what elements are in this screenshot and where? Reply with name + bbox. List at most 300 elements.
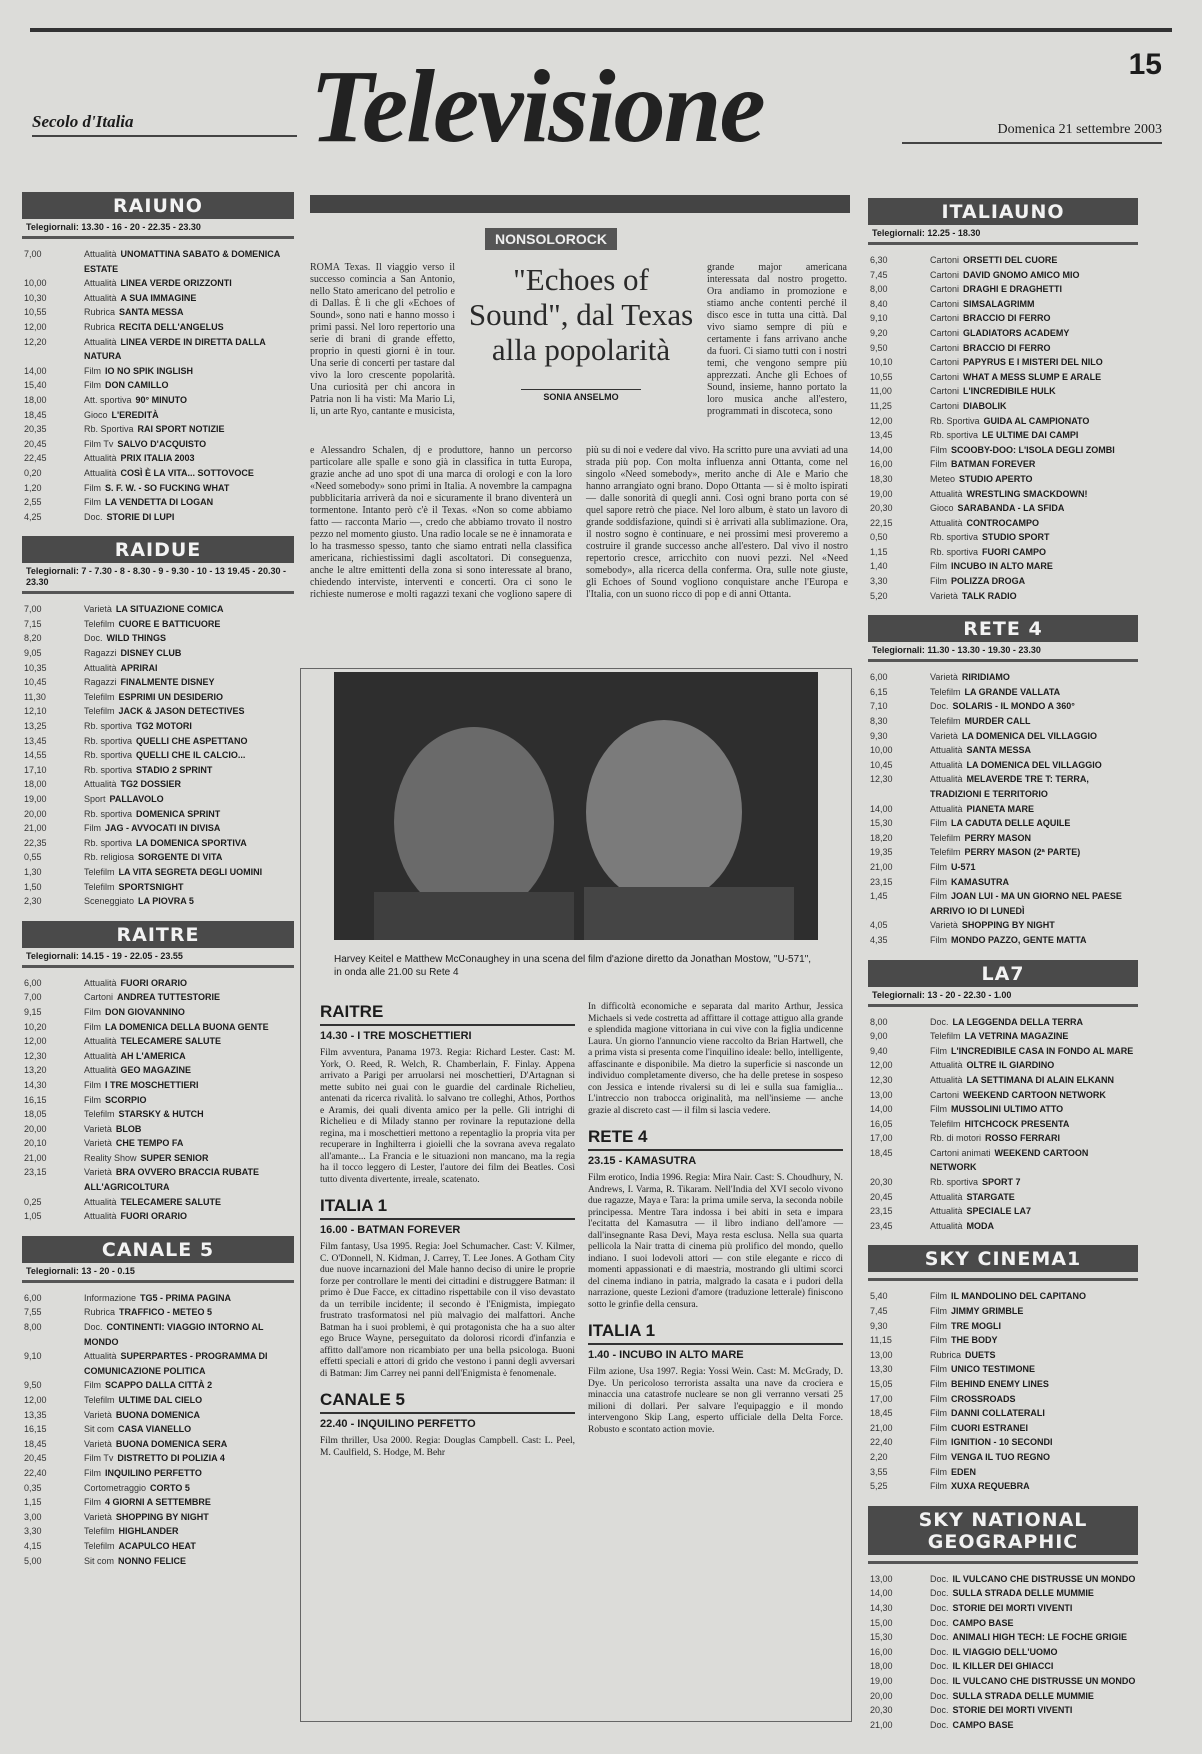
program-row — [870, 1117, 1136, 1132]
program-row — [24, 1049, 292, 1064]
program-time: 21,00 — [24, 823, 47, 834]
program-time: 16,00 — [870, 1646, 893, 1657]
program-info — [930, 1058, 1054, 1073]
program-genre: Film — [930, 1451, 947, 1462]
program-row — [24, 1005, 292, 1020]
program-info — [84, 880, 184, 895]
program-title: SPECIALE LA7 — [966, 1206, 1032, 1217]
program-row — [24, 1393, 292, 1408]
program-row — [24, 1422, 292, 1437]
program-title: DAVID GNOMO AMICO MIO — [963, 269, 1080, 280]
listing-text: Film fantasy, Usa 1995. Regia: Joel Schumacher. Cast: V. Kilmer, C. O'Donnell, N. Kidman, J. Carrey, T. Lee Jones. A Gotham City due nuove incarnazioni del Male hanno deciso di unire le proprie forze per controllare le menti dei cittadini e distruggere Batman: il primo è Due Facce, ex cittadino rispettabile con il viso devastato da un terribile incidente; il secondo è l'Enigmista, impiegato frustrato trasformatosi nel più malvagio dei malfattori. Anche Batman ha i suoi problemi, è qui protagonista che ha a suo alter ego Bruce Wayne, perseguitato da dolorosi ricordi d'infanzia e affitto dall'amore non ricambiato per una bella psicologa. Buoni effetti speciali e attori di grido che vestono i panni degli avversari di Batman: Jim Carrey nei panni dell'Enigmista è fenomenale. — [320, 1242, 575, 1379]
program-genre: Rb. sportiva — [84, 721, 133, 732]
program-info — [84, 1093, 147, 1108]
program-genre: Rb. sportiva — [930, 546, 979, 557]
program-row — [870, 802, 1136, 817]
program-row — [870, 1333, 1136, 1348]
program-time: 20,30 — [870, 503, 893, 514]
program-info — [84, 1078, 199, 1093]
program-title: OLTRE IL GIARDINO — [966, 1060, 1055, 1071]
program-title: SCAPPO DALLA CITTÀ 2 — [105, 1380, 213, 1391]
program-time: 20,30 — [870, 1705, 893, 1716]
program-info — [930, 1630, 1127, 1645]
program-info — [930, 714, 1031, 729]
program-row — [870, 1674, 1136, 1689]
program-genre: Telefilm — [84, 1395, 115, 1405]
program-title: IL VIAGGIO DELL'UOMO — [952, 1646, 1058, 1657]
program-title: MURDER CALL — [964, 716, 1031, 727]
program-info — [930, 530, 1050, 545]
program-time: 15,05 — [870, 1379, 893, 1389]
channel-name: SKY NATIONAL GEOGRAPHIC — [868, 1506, 1138, 1555]
program-info — [930, 589, 1017, 604]
program-row — [24, 378, 292, 393]
program-row — [24, 646, 292, 661]
program-genre: Rb. sportiva — [930, 532, 979, 543]
program-row — [24, 466, 292, 481]
program-time: 3,55 — [870, 1466, 888, 1477]
program-genre: Cartoni — [930, 357, 960, 368]
program-row — [870, 1304, 1136, 1319]
program-row — [24, 1554, 292, 1569]
program-title: LA VITA SEGRETA DEGLI UOMINI — [118, 866, 263, 877]
program-genre: Film — [930, 1422, 947, 1433]
program-info — [930, 1572, 1135, 1587]
program-genre: Varietà — [930, 672, 958, 683]
masthead — [0, 0, 1202, 200]
program-row — [24, 748, 292, 763]
program-row — [870, 1586, 1136, 1601]
program-genre: Film — [930, 1364, 947, 1375]
program-title: SULLA STRADA DELLE MUMMIE — [952, 1690, 1094, 1701]
program-genre: Film — [930, 891, 947, 902]
program-list — [868, 253, 1138, 603]
program-row — [24, 393, 292, 408]
program-row — [24, 1378, 292, 1393]
program-row — [24, 1093, 292, 1108]
program-genre: Doc. — [930, 1661, 949, 1672]
program-time: 13,20 — [24, 1065, 47, 1076]
program-title: SORGENTE DI VITA — [138, 852, 223, 863]
program-genre: Rb. di motori — [930, 1133, 982, 1144]
program-time: 9,10 — [870, 313, 888, 324]
program-title: WILD THINGS — [106, 633, 167, 644]
program-info — [930, 414, 1089, 429]
program-time: 0,55 — [24, 852, 42, 863]
program-time: 8,00 — [24, 1322, 42, 1333]
program-title: PIANETA MARE — [966, 803, 1035, 814]
program-row — [24, 1122, 292, 1137]
program-title: 4 GIORNI A SETTEMBRE — [105, 1497, 211, 1508]
program-title: STORIE DEI MORTI VIVENTI — [952, 1602, 1073, 1613]
program-genre: Varietà — [84, 604, 112, 615]
program-row — [870, 1146, 1136, 1175]
program-title: COSÌ È LA VITA... SOTTOVOCE — [120, 467, 254, 478]
program-info — [930, 545, 1046, 560]
program-info — [84, 393, 187, 408]
program-title: LINEA VERDE ORIZZONTI — [120, 278, 232, 289]
program-info — [84, 763, 212, 778]
program-row — [870, 355, 1136, 370]
program-title: MUSSOLINI ULTIMO ATTO — [951, 1104, 1064, 1115]
program-genre: Varietà — [84, 1167, 112, 1178]
program-info — [930, 1406, 1045, 1421]
program-genre: Doc. — [930, 1588, 949, 1599]
program-row — [870, 1421, 1136, 1436]
program-row — [24, 247, 292, 276]
program-genre: Film — [930, 1335, 947, 1346]
program-row — [24, 1408, 292, 1423]
program-info — [84, 661, 158, 676]
program-title: JAG - AVVOCATI IN DIVISA — [105, 823, 221, 834]
program-time: 14,00 — [870, 803, 893, 814]
program-time: 12,30 — [870, 774, 893, 785]
program-time: 7,55 — [24, 1307, 42, 1318]
listing-channel: RETE 4 — [588, 1127, 843, 1151]
program-title: PAPYRUS E I MISTERI DEL NILO — [963, 357, 1103, 368]
program-genre: Cartoni — [930, 400, 960, 411]
divider — [902, 142, 1162, 144]
program-time: 21,00 — [870, 861, 893, 872]
program-title: STADIO 2 SPRINT — [136, 764, 213, 775]
program-genre: Film — [930, 561, 947, 572]
program-title: TALK RADIO — [961, 590, 1017, 601]
program-time: 0,35 — [24, 1482, 42, 1493]
program-time: 10,30 — [24, 292, 47, 303]
program-row — [870, 670, 1136, 685]
program-genre: Film — [84, 823, 101, 834]
program-time: 12,30 — [24, 1050, 47, 1061]
program-time: 15,00 — [870, 1617, 893, 1628]
top-rule — [30, 28, 1172, 32]
program-time: 13,45 — [24, 735, 47, 746]
program-info — [84, 291, 196, 306]
divider — [868, 1555, 1138, 1564]
program-info — [930, 816, 1070, 831]
program-info — [930, 311, 1051, 326]
program-info — [930, 1616, 1014, 1631]
program-title: UNOMATTINA SABATO & DOMENICA ESTATE — [84, 249, 280, 274]
program-info — [84, 320, 224, 335]
program-title: CONTINENTI: VIAGGIO INTORNO AL MONDO — [84, 1322, 264, 1347]
program-row — [24, 850, 292, 865]
program-row — [870, 918, 1136, 933]
program-info — [84, 335, 292, 364]
program-time: 10,00 — [870, 745, 893, 756]
program-time: 7,45 — [870, 269, 888, 280]
program-title: STARSKY & HUTCH — [118, 1109, 204, 1120]
program-row — [870, 253, 1136, 268]
program-row — [24, 602, 292, 617]
program-row — [870, 860, 1136, 875]
program-title: LA DOMENICA SPORTIVA — [136, 837, 247, 848]
program-title: SCORPIO — [105, 1094, 147, 1105]
program-title: PERRY MASON (2ª PARTE) — [964, 847, 1081, 858]
program-info — [930, 574, 1025, 589]
program-time: 8,30 — [870, 716, 888, 727]
program-time: 18,20 — [870, 832, 893, 843]
program-genre: Varietà — [84, 1438, 112, 1449]
program-time: 19,35 — [870, 847, 893, 858]
program-info — [930, 428, 1078, 443]
program-genre: Varietà — [84, 1409, 112, 1420]
program-time: 14,00 — [870, 1104, 893, 1115]
program-genre: Film — [930, 1379, 947, 1389]
program-row — [24, 1063, 292, 1078]
program-title: ORSETTI DEL CUORE — [963, 255, 1058, 265]
program-title: L'INCREDIBILE CASA IN FONDO AL MARE — [951, 1045, 1134, 1056]
channel-name: SKY CINEMA1 — [868, 1245, 1138, 1272]
program-info — [84, 1005, 185, 1020]
news-times: Telegiornali: 7 - 7.30 - 8 - 8.30 - 9 - 9.30 - 10 - 13 19.45 - 20.30 - 23.30 — [22, 563, 294, 594]
program-time: 22,45 — [24, 453, 47, 464]
program-info — [930, 1029, 1068, 1044]
program-row — [24, 437, 292, 452]
program-row — [24, 510, 292, 525]
program-time: 21,00 — [24, 1152, 47, 1163]
program-title: WEEKEND CARTOON NETWORK — [930, 1147, 1089, 1173]
program-info — [930, 1435, 1053, 1450]
program-title: JACK & JASON DETECTIVES — [118, 706, 245, 717]
program-row — [24, 836, 292, 851]
program-time: 14,30 — [870, 1602, 893, 1613]
program-info — [930, 399, 1007, 414]
program-title: LA SITUAZIONE COMICA — [115, 604, 224, 615]
program-row — [24, 763, 292, 778]
program-genre: Doc. — [84, 633, 103, 644]
program-genre: Cartoni — [930, 342, 960, 353]
program-time: 18,45 — [870, 1408, 893, 1419]
program-title: TRE MOGLI — [951, 1320, 1001, 1331]
program-row — [870, 1659, 1136, 1674]
program-genre: Film — [930, 1408, 947, 1419]
program-title: LA DOMENICA DELLA BUONA GENTE — [105, 1021, 269, 1032]
program-time: 18,05 — [24, 1109, 47, 1120]
article-column-3: grande major americana interessata dal nostro progetto. Ora andiamo in promozione e stiamo anche contenti perché il disco esce in tutta una città. Dal vivo siamo sempre di più e certamente i fans arrivano anche da fuori. Ci siamo tutti con i nostri temi, che vengono sempre più apprezzati. Anche gli Echoes of Sound, insieme, hanno portato la loro musica anche all'estero, programmati in discoteca, sono — [707, 262, 847, 417]
program-time: 13,00 — [870, 1349, 893, 1360]
program-time: 13,45 — [870, 430, 893, 441]
program-genre: Film — [84, 1467, 101, 1478]
program-time: 15,40 — [24, 380, 47, 391]
program-info — [930, 729, 1097, 744]
program-time: 20,45 — [870, 1191, 893, 1202]
program-title: S. F. W. - SO FUCKING WHAT — [105, 482, 230, 493]
program-list — [22, 602, 294, 908]
program-title: SHOPPING BY NIGHT — [961, 920, 1055, 931]
program-row — [870, 443, 1136, 458]
program-info — [84, 1554, 186, 1569]
article-body: e Alessandro Schalen, dj e produttore, hanno un percorso particolare alle spalle e sono già in classifica in tutta Europa, grazie anche ad uno spot di una marca di orologi e con la loro «Need somebody» sono primi in Italia. A novembre la campagna pubblicitaria arriverà da noi e sicuramente il brano diventerà un tormentone. Intanto però c'è il Texas. «Non so come abbiamo fatto — racconta Mario —, credo che abbiamo trovato il nostro pezzo nel momento giusto. Una radio locale se ne è innamorata e lo ha trasmesso spesso, tanto che siamo entrati nella classifica americana, richiestissimi dagli ascoltatori. Di conseguenza, anche le altre emittenti della zona si sono interessate al brano, chiedendo interviste, interventi e concerti. Ora ci sono le richieste numerose e molti ragazzi texani che vogliono sapere di più su di noi e vedere dal vivo. Ha scritto pure una avviati ad una strada più pop. Con molta influenza anni Ottanta, come nel singolo «Need somebody», merito anche di Ale e Mario che hanno arrangiato ogni brano. Dopo Ottanta — si è molto ispirati — dalle sonorità di quegli anni. Così ogni brano porta con sé quel sapore retrò che piace. Nel loro album, è stato un lavoro di grande soddisfazione, quindi si è arrivati alla sublimazione. Ora, il nostro sogno è continuare, e nei prossimi mesi proveremo a costruire il grande successo anche all'estero. Dal vivo il nostro repertorio cresce, arricchito con nuovi pezzi. Nel «Need somebody», alla ricerca della conferma. Ora, sulle note giuste, gli Echoes of Sound vogliono conquistare anche l'Europa e l'Italia, con un suono ricco di pop e di anni Ottanta. — [310, 445, 848, 600]
program-time: 4,15 — [24, 1540, 42, 1551]
program-genre: Ragazzi — [84, 648, 117, 659]
program-info — [930, 268, 1080, 283]
program-info — [930, 1304, 1023, 1319]
program-list — [22, 976, 294, 1224]
listing-text: In difficoltà economiche e separata dal marito Arthur, Jessica Michaels si vede costretta ad affittare il cottage attiguo alla grande e splendida magione vittoriana in cui vive con la figlia undicenne Laura. Un giorno l'annuncio viene raccolto da Brian Hartwell, che a prima vista si presenta come l'inquilino ideale: bello, intelligente, affascinante e disponibile. Ma dietro la superficie si nasconde un individuo completamente diverso, che ha delle pretese in sospeso con Jessica e intende rivalersi su di lei e sulla sua famiglia... L'intreccio non trabocca originalità, ma nell'insieme — anche grazie al discreto cast — il film si lascia vedere. — [588, 1002, 843, 1116]
program-time: 0,50 — [870, 532, 888, 543]
program-time: 19,00 — [24, 794, 47, 804]
program-title: FINALMENTE DISNEY — [120, 677, 215, 688]
program-time: 18,45 — [870, 1147, 893, 1158]
program-info — [84, 276, 232, 291]
program-time: 23,45 — [870, 1220, 893, 1231]
program-info — [930, 860, 976, 875]
program-time: 16,00 — [870, 459, 893, 470]
program-info — [930, 1362, 1035, 1377]
program-title: LA VETRINA MAGAZINE — [964, 1031, 1069, 1042]
program-row — [24, 865, 292, 880]
program-title: DISNEY CLUB — [120, 648, 182, 659]
program-title: JIMMY GRIMBLE — [951, 1306, 1024, 1317]
program-title: SANTA MESSA — [966, 745, 1032, 756]
program-time: 10,55 — [870, 371, 893, 382]
program-genre: Attualità — [930, 759, 963, 770]
program-time: 3,30 — [870, 576, 888, 587]
program-title: IL VULCANO CHE DISTRUSSE UN MONDO — [952, 1675, 1136, 1686]
program-title: LA VENDETTA DI LOGAN — [105, 497, 214, 508]
program-info — [84, 719, 192, 734]
program-title: DON GIOVANNINO — [105, 1006, 185, 1017]
program-title: SUPER SENIOR — [140, 1152, 209, 1163]
film-listings-left — [320, 1002, 575, 1469]
program-title: CONTROCAMPO — [966, 517, 1040, 528]
program-row — [870, 1616, 1136, 1631]
program-time: 2,30 — [24, 896, 42, 907]
program-info — [930, 1601, 1072, 1616]
program-genre: Telefilm — [84, 618, 115, 629]
program-time: 16,05 — [870, 1118, 893, 1129]
program-row — [870, 457, 1136, 472]
program-title: LA DOMENICA DEL VILLAGGIO — [966, 759, 1102, 770]
program-genre: Att. sportiva — [84, 394, 132, 405]
program-genre: Telefilm — [84, 881, 115, 892]
program-info — [930, 1348, 996, 1363]
program-title: RAI SPORT NOTIZIE — [137, 424, 225, 435]
program-time: 3,30 — [24, 1526, 42, 1537]
listing-channel: ITALIA 1 — [320, 1196, 575, 1220]
program-time: 8,20 — [24, 633, 42, 644]
program-list — [22, 1291, 294, 1568]
program-title: KAMASUTRA — [951, 876, 1009, 887]
program-genre: Doc. — [930, 1675, 949, 1686]
program-genre: Doc. — [930, 1705, 949, 1716]
news-times: Telegiornali: 13.30 - 16 - 20 - 22.35 - 23.30 — [22, 219, 294, 239]
program-genre: Telefilm — [84, 1540, 115, 1551]
program-genre: Film — [84, 1006, 101, 1017]
program-genre: Cartoni — [930, 1089, 960, 1100]
program-row — [870, 1319, 1136, 1334]
channel-name: ITALIAUNO — [868, 198, 1138, 225]
program-info — [84, 865, 262, 880]
program-genre: Telefilm — [930, 1031, 961, 1042]
listing-channel: ITALIA 1 — [588, 1321, 843, 1345]
program-time: 8,00 — [870, 284, 888, 295]
program-time: 9,10 — [24, 1351, 42, 1362]
program-row — [870, 487, 1136, 502]
program-time: 19,00 — [870, 1675, 893, 1686]
program-info — [84, 247, 292, 276]
program-title: JOAN LUI - MA UN GIORNO NEL PAESE ARRIVO IO DI LUNEDÌ — [930, 891, 1122, 916]
program-title: BRACCIO DI FERRO — [963, 313, 1051, 324]
program-genre: Attualità — [84, 1050, 117, 1061]
program-title: TG5 - PRIMA PAGINA — [140, 1292, 232, 1303]
program-info — [84, 748, 245, 763]
program-genre: Telefilm — [930, 847, 961, 858]
program-genre: Reality Show — [84, 1152, 137, 1163]
program-title: IO NO SPIK INGLISH — [105, 365, 194, 376]
program-time: 0,20 — [24, 467, 42, 478]
listing-text: Film avventura, Panama 1973. Regia: Richard Lester. Cast: M. York, O. Reed, R. Welch, R. Chamberlain, F. Finlay. Appena arrivato a Parigi per arruolarsi nei moschettieri, D'Artagnan si mette subito nei guai con le guardie del cardinale Richelieu, antenati da ricerca rivalità. lo salvano tre colleghi, Athos, Porthos e Aramis, dei quali diventa amico per la pelle. Gli intrighi di Richelieu e di Milady stanno per rovinare la reputazione della regina, ma i moschettieri mettono a repentaglio la propria vita per recuperare in Inghilterra i gioielli che la sovrana aveva regalato all'amante... La Francia e le situazioni non mancano, ma la regia ha il tocco leggero di Lester, l'autore dei film dei Beatles. Così tutto diventa divertente, irreale, scatenato. — [320, 1048, 575, 1185]
program-info — [930, 933, 1087, 948]
program-list — [868, 670, 1138, 947]
program-info — [930, 1703, 1072, 1718]
program-info — [930, 1102, 1063, 1117]
program-title: ACAPULCO HEAT — [118, 1540, 196, 1551]
program-title: BRA OVVERO BRACCIA RUBATE ALL'AGRICOLTURA — [84, 1167, 260, 1193]
program-row — [24, 821, 292, 836]
program-genre: Film — [930, 818, 947, 829]
program-title: MODA — [966, 1220, 995, 1231]
program-row — [870, 1465, 1136, 1480]
program-genre: Film — [84, 482, 101, 493]
program-title: TG2 MOTORI — [136, 721, 192, 732]
program-row — [24, 1437, 292, 1452]
program-row — [870, 875, 1136, 890]
program-title: PRIX ITALIA 2003 — [120, 453, 195, 464]
program-time: 1,20 — [24, 482, 42, 493]
listing-title: 14.30 - I TRE MOSCHETTIERI — [320, 1030, 472, 1042]
program-info — [930, 758, 1102, 773]
program-genre: Cortometraggio — [84, 1482, 147, 1493]
news-times: Telegiornali: 14.15 - 19 - 22.05 - 23.55 — [22, 948, 294, 968]
program-genre: Attualità — [930, 1206, 963, 1217]
program-row — [24, 631, 292, 646]
program-genre: Sit com — [84, 1555, 115, 1566]
program-info — [84, 990, 220, 1005]
program-info — [930, 443, 1115, 458]
program-title: BUONA DOMENICA — [115, 1409, 201, 1420]
program-genre: Film — [930, 1466, 947, 1477]
program-row — [870, 1406, 1136, 1421]
program-genre: Rb. Sportiva — [930, 415, 980, 426]
listing-title: 23.15 - KAMASUTRA — [588, 1155, 697, 1167]
program-genre: Doc. — [930, 1602, 949, 1613]
program-genre: Doc. — [930, 701, 949, 712]
program-title: CUORI ESTRANEI — [951, 1422, 1029, 1433]
program-time: 18,00 — [24, 779, 47, 790]
program-title: SARABANDA - LA SFIDA — [957, 503, 1065, 514]
program-title: XUXA REQUEBRA — [951, 1481, 1030, 1492]
program-row — [870, 729, 1136, 744]
program-time: 17,10 — [24, 764, 47, 775]
program-info — [930, 253, 1057, 268]
program-info — [84, 408, 159, 423]
program-info — [84, 631, 166, 646]
program-time: 6,30 — [870, 255, 888, 265]
program-title: SULLA STRADA DELLE MUMMIE — [952, 1588, 1094, 1599]
program-row — [870, 472, 1136, 487]
program-time: 12,10 — [24, 706, 47, 717]
program-info — [930, 743, 1031, 758]
program-time: 5,00 — [24, 1555, 42, 1566]
program-time: 18,45 — [24, 409, 47, 420]
program-time: 6,00 — [24, 1292, 42, 1303]
program-info — [930, 831, 1031, 846]
program-list — [868, 1572, 1138, 1733]
program-info — [84, 1524, 179, 1539]
program-title: ESPRIMI UN DESIDERIO — [118, 691, 224, 702]
program-time: 18,45 — [24, 1438, 47, 1449]
